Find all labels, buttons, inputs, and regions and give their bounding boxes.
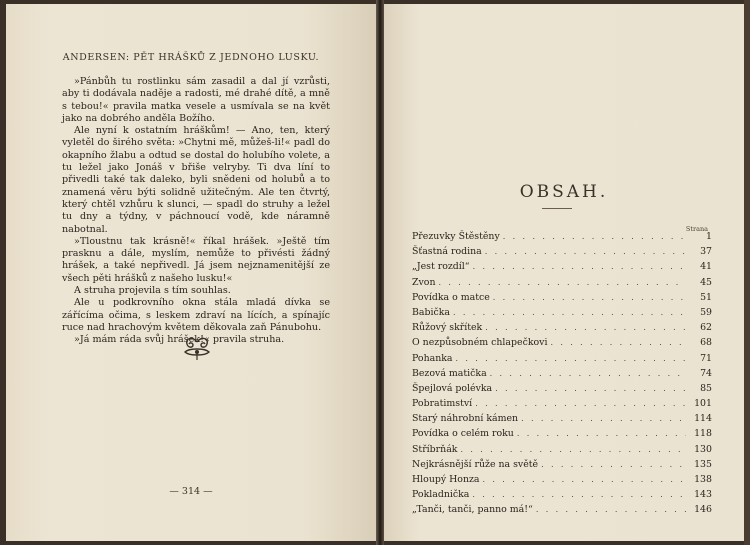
toc-entry — [412, 504, 712, 519]
toc-entry — [412, 474, 712, 489]
right-page — [384, 4, 744, 541]
dot-leader — [485, 323, 686, 332]
dot-leader — [517, 429, 686, 438]
toc-entry-page: 41 — [700, 261, 712, 273]
toc-entry — [412, 261, 712, 276]
toc-entry-page: 135 — [694, 458, 712, 470]
toc-entry — [412, 307, 712, 322]
dot-leader — [439, 278, 687, 287]
toc-entry-page: 37 — [700, 246, 712, 258]
dot-leader — [495, 384, 686, 393]
dot-leader — [550, 338, 686, 347]
toc-entry-title: Nejkrásnější růže na světě — [412, 458, 539, 470]
toc-entry — [412, 398, 712, 413]
paragraph: Ale nyní k ostatním hráškům! — Ano, ten, který vyletěl do širého světa: »Chytni mě, můžeš-li!« padl do okapního žlabu a odtud se dostal do holubího volete, a tu ležel jako Jonáš v břiše velryby. Ti dva líní to přivedli také tak daleko, byli snědeni od holubů a to znamená věru býti solidně užitečným. Ale ten čtvrtý, který chtěl vzhůru k slunci, — spadl do struhy a ležel tu dny a týdny, v páchnoucí vodě, kde náramně nabotnal. — [62, 125, 330, 235]
dot-leader — [536, 505, 686, 514]
dot-leader — [453, 308, 686, 317]
toc-entry-page: 68 — [700, 337, 712, 349]
toc-entry-page: 45 — [700, 276, 712, 288]
toc-entry-page: 51 — [700, 291, 712, 303]
toc-entry — [412, 489, 712, 504]
toc-entry — [412, 428, 712, 443]
toc-entry-title: Babička — [412, 306, 450, 318]
toc-entry-page: 114 — [694, 413, 712, 425]
book-gutter — [376, 0, 384, 545]
toc-entry — [412, 353, 712, 368]
toc-entry-page: 62 — [700, 322, 712, 334]
dot-leader — [473, 262, 686, 271]
toc-entry-page: 143 — [694, 489, 712, 501]
toc-entry — [412, 231, 712, 246]
toc-entry — [412, 444, 712, 459]
dot-leader — [541, 460, 686, 469]
dot-leader — [521, 414, 686, 423]
paragraph: »Tloustnu tak krásně!« říkal hrášek. »Ještě tím prasknu a dále, myslím, nemůže to přivésti žádný hrášek, a také nepřivedl. Já jsem nejznamenitější ze všech pěti hrášků z našeho lusku!« — [62, 235, 330, 284]
toc-entry-page: 101 — [694, 398, 712, 410]
toc-entry-title: Pokladnička — [412, 489, 470, 501]
dot-leader — [472, 490, 686, 499]
dot-leader — [490, 369, 686, 378]
toc-entry — [412, 368, 712, 383]
ornament-vignette-icon — [179, 336, 215, 362]
title-rule — [542, 208, 572, 209]
running-head: ANDERSEN: PĚT HRÁŠKŮ Z JEDNOHO LUSKU. — [62, 52, 320, 63]
dot-leader — [460, 445, 686, 454]
toc-entry-title: Špejlová polévka — [412, 382, 493, 394]
dot-leader — [483, 475, 686, 484]
toc-entry-title: Povídka o matce — [412, 291, 490, 303]
toc-entry-title: Stříbrňák — [412, 443, 458, 455]
toc-entry — [412, 383, 712, 398]
toc-entry-title: Pobratimství — [412, 398, 473, 410]
toc-entry-page: 146 — [694, 504, 712, 516]
toc-entry-page: 118 — [694, 428, 712, 440]
toc-entry — [412, 413, 712, 428]
toc-entry-title: Bezová matička — [412, 367, 487, 379]
toc-entry-title: O nezpůsobném chlapečkovi — [412, 337, 548, 349]
dot-leader — [475, 399, 686, 408]
toc-entry — [412, 337, 712, 352]
toc-entry-title: „Tanči, tanči, panno má!“ — [412, 504, 533, 516]
toc-entry-title: Pohanka — [412, 352, 453, 364]
toc-entry-title: Přezuvky Štěstěny — [412, 231, 500, 242]
page-number: — 314 — — [169, 486, 213, 497]
dot-leader — [503, 232, 686, 241]
toc-entry-page: 74 — [700, 367, 712, 379]
toc-entry-page: 1 — [706, 231, 712, 242]
dot-leader — [485, 247, 686, 256]
toc-entry-title: Šťastná rodina — [412, 246, 482, 258]
toc-column-head: Strana — [685, 225, 708, 233]
dot-leader — [456, 354, 686, 363]
toc-entry-page: 85 — [700, 382, 712, 394]
toc-entry-title: Zvon — [412, 276, 436, 288]
toc-entry-title: Povídka o celém roku — [412, 428, 514, 440]
toc-entry — [412, 246, 712, 261]
paragraph: »Já mám ráda svůj hrášek!« pravila struha. — [74, 334, 285, 346]
paragraph: Ale u podkrovního okna stála mladá dívka se zářícíma očima, s leskem zdraví na lících, a spínajíc ruce nad hrachovým květem děkovala zaň Pánubohu. — [62, 297, 330, 333]
dot-leader — [493, 293, 686, 302]
paragraph: »Pánbůh tu rostlinku sám zasadil a dal jí vzrůsti, aby ti dodávala naděje a radosti, mé drahé dítě, a mně s tebou!« pravila matka vesele a usmívala se na květ jako na dobrého anděla Božího. — [62, 76, 330, 124]
book-edge — [744, 0, 750, 545]
toc-entry-page: 138 — [694, 474, 712, 485]
toc-entry-page: 59 — [700, 306, 712, 318]
toc-entry — [412, 292, 712, 307]
left-page — [6, 4, 376, 541]
toc-entry-title: „Jest rozdíl“ — [412, 261, 470, 273]
toc-entry-page: 71 — [700, 352, 712, 364]
toc-entry-title: Růžový skřítek — [412, 322, 483, 334]
table-of-contents — [412, 231, 712, 520]
toc-entry — [412, 322, 712, 337]
toc-entry-title: Hloupý Honza — [412, 474, 480, 485]
story-text — [62, 76, 330, 347]
paragraph: A struha projevila s tím souhlas. — [74, 285, 231, 297]
toc-entry-title: Starý náhrobní kámen — [412, 413, 519, 425]
toc-entry-page: 130 — [694, 443, 712, 455]
toc-entry — [412, 459, 712, 474]
toc-entry — [412, 277, 712, 292]
toc-title: OBSAH. — [519, 182, 609, 202]
